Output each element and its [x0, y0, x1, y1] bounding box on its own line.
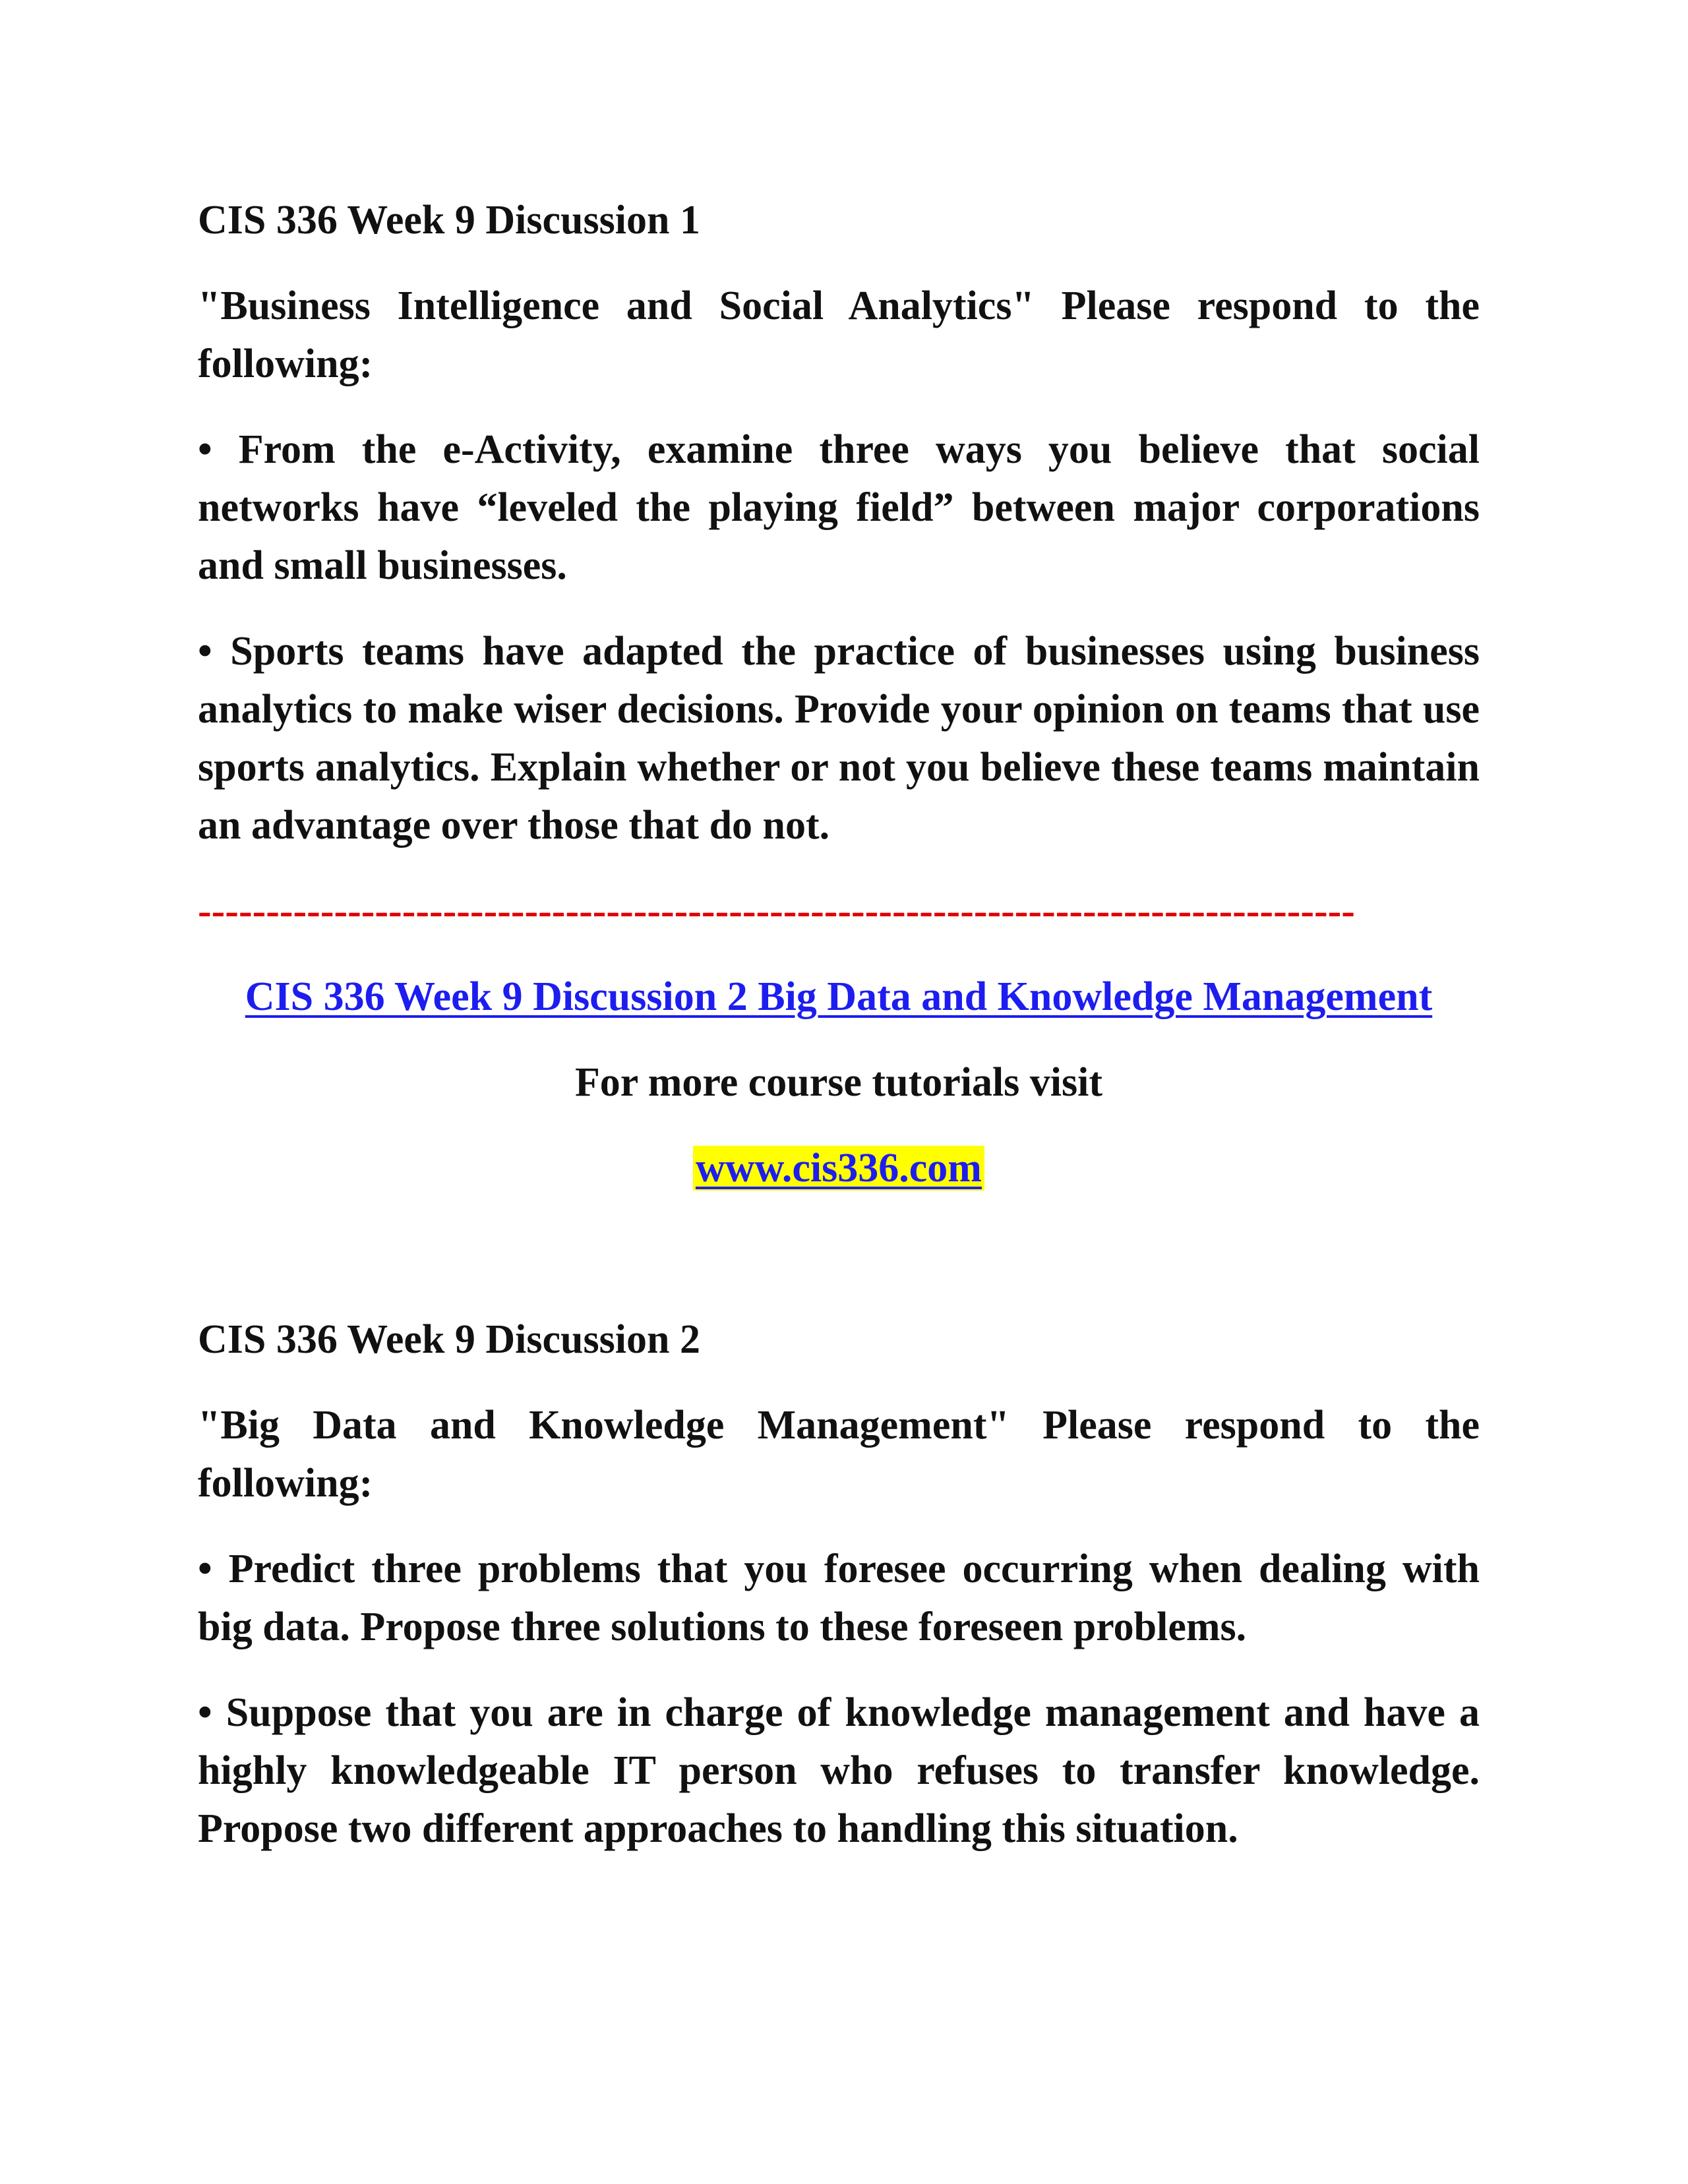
- discussion-2-bullet-1: • Predict three problems that you foresee occurring when dealing with big data. Propose three solutions to these foreseen problems.: [198, 1547, 1480, 1649]
- spacer: [198, 1225, 1480, 1311]
- discussion-2-heading: CIS 336 Week 9 Discussion 2: [198, 1317, 700, 1362]
- discussion-1-bullet-2: • Sports teams have adapted the practice of businesses using business analytics to make wiser decisions. Provide your opinion on teams that use sports analytics. Explain whether or not you believe these teams maintain an advantage over those that do not.: [198, 629, 1480, 848]
- discussion-2-intro: "Big Data and Knowledge Management" Please respond to the following:: [198, 1403, 1480, 1506]
- discussion-2-bullet-2: • Suppose that you are in charge of knowledge management and have a highly knowledgeable IT person who refuses to transfer knowledge. Propose two different approaches to handling this situation.: [198, 1690, 1480, 1851]
- visit-text: For more course tutorials visit: [574, 1060, 1103, 1105]
- discussion-1-heading: CIS 336 Week 9 Discussion 1: [198, 198, 700, 243]
- document-content: [198, 191, 1480, 1885]
- discussion-1-intro: "Business Intelligence and Social Analytics" Please respond to the following:: [198, 283, 1480, 386]
- site-link[interactable]: www.cis336.com: [693, 1146, 984, 1191]
- discussion-1-bullet-1: • From the e-Activity, examine three ways you believe that social networks have “leveled the playing field” between major corporations and small businesses.: [198, 427, 1480, 588]
- next-discussion-link-line: [198, 968, 1480, 1026]
- next-discussion-link[interactable]: CIS 336 Week 9 Discussion 2 Big Data and Knowledge Management: [245, 974, 1433, 1019]
- red-dashed-separator: -------------------------------------------------------------------------------------: [198, 889, 1355, 933]
- site-link-line: [198, 1139, 1480, 1197]
